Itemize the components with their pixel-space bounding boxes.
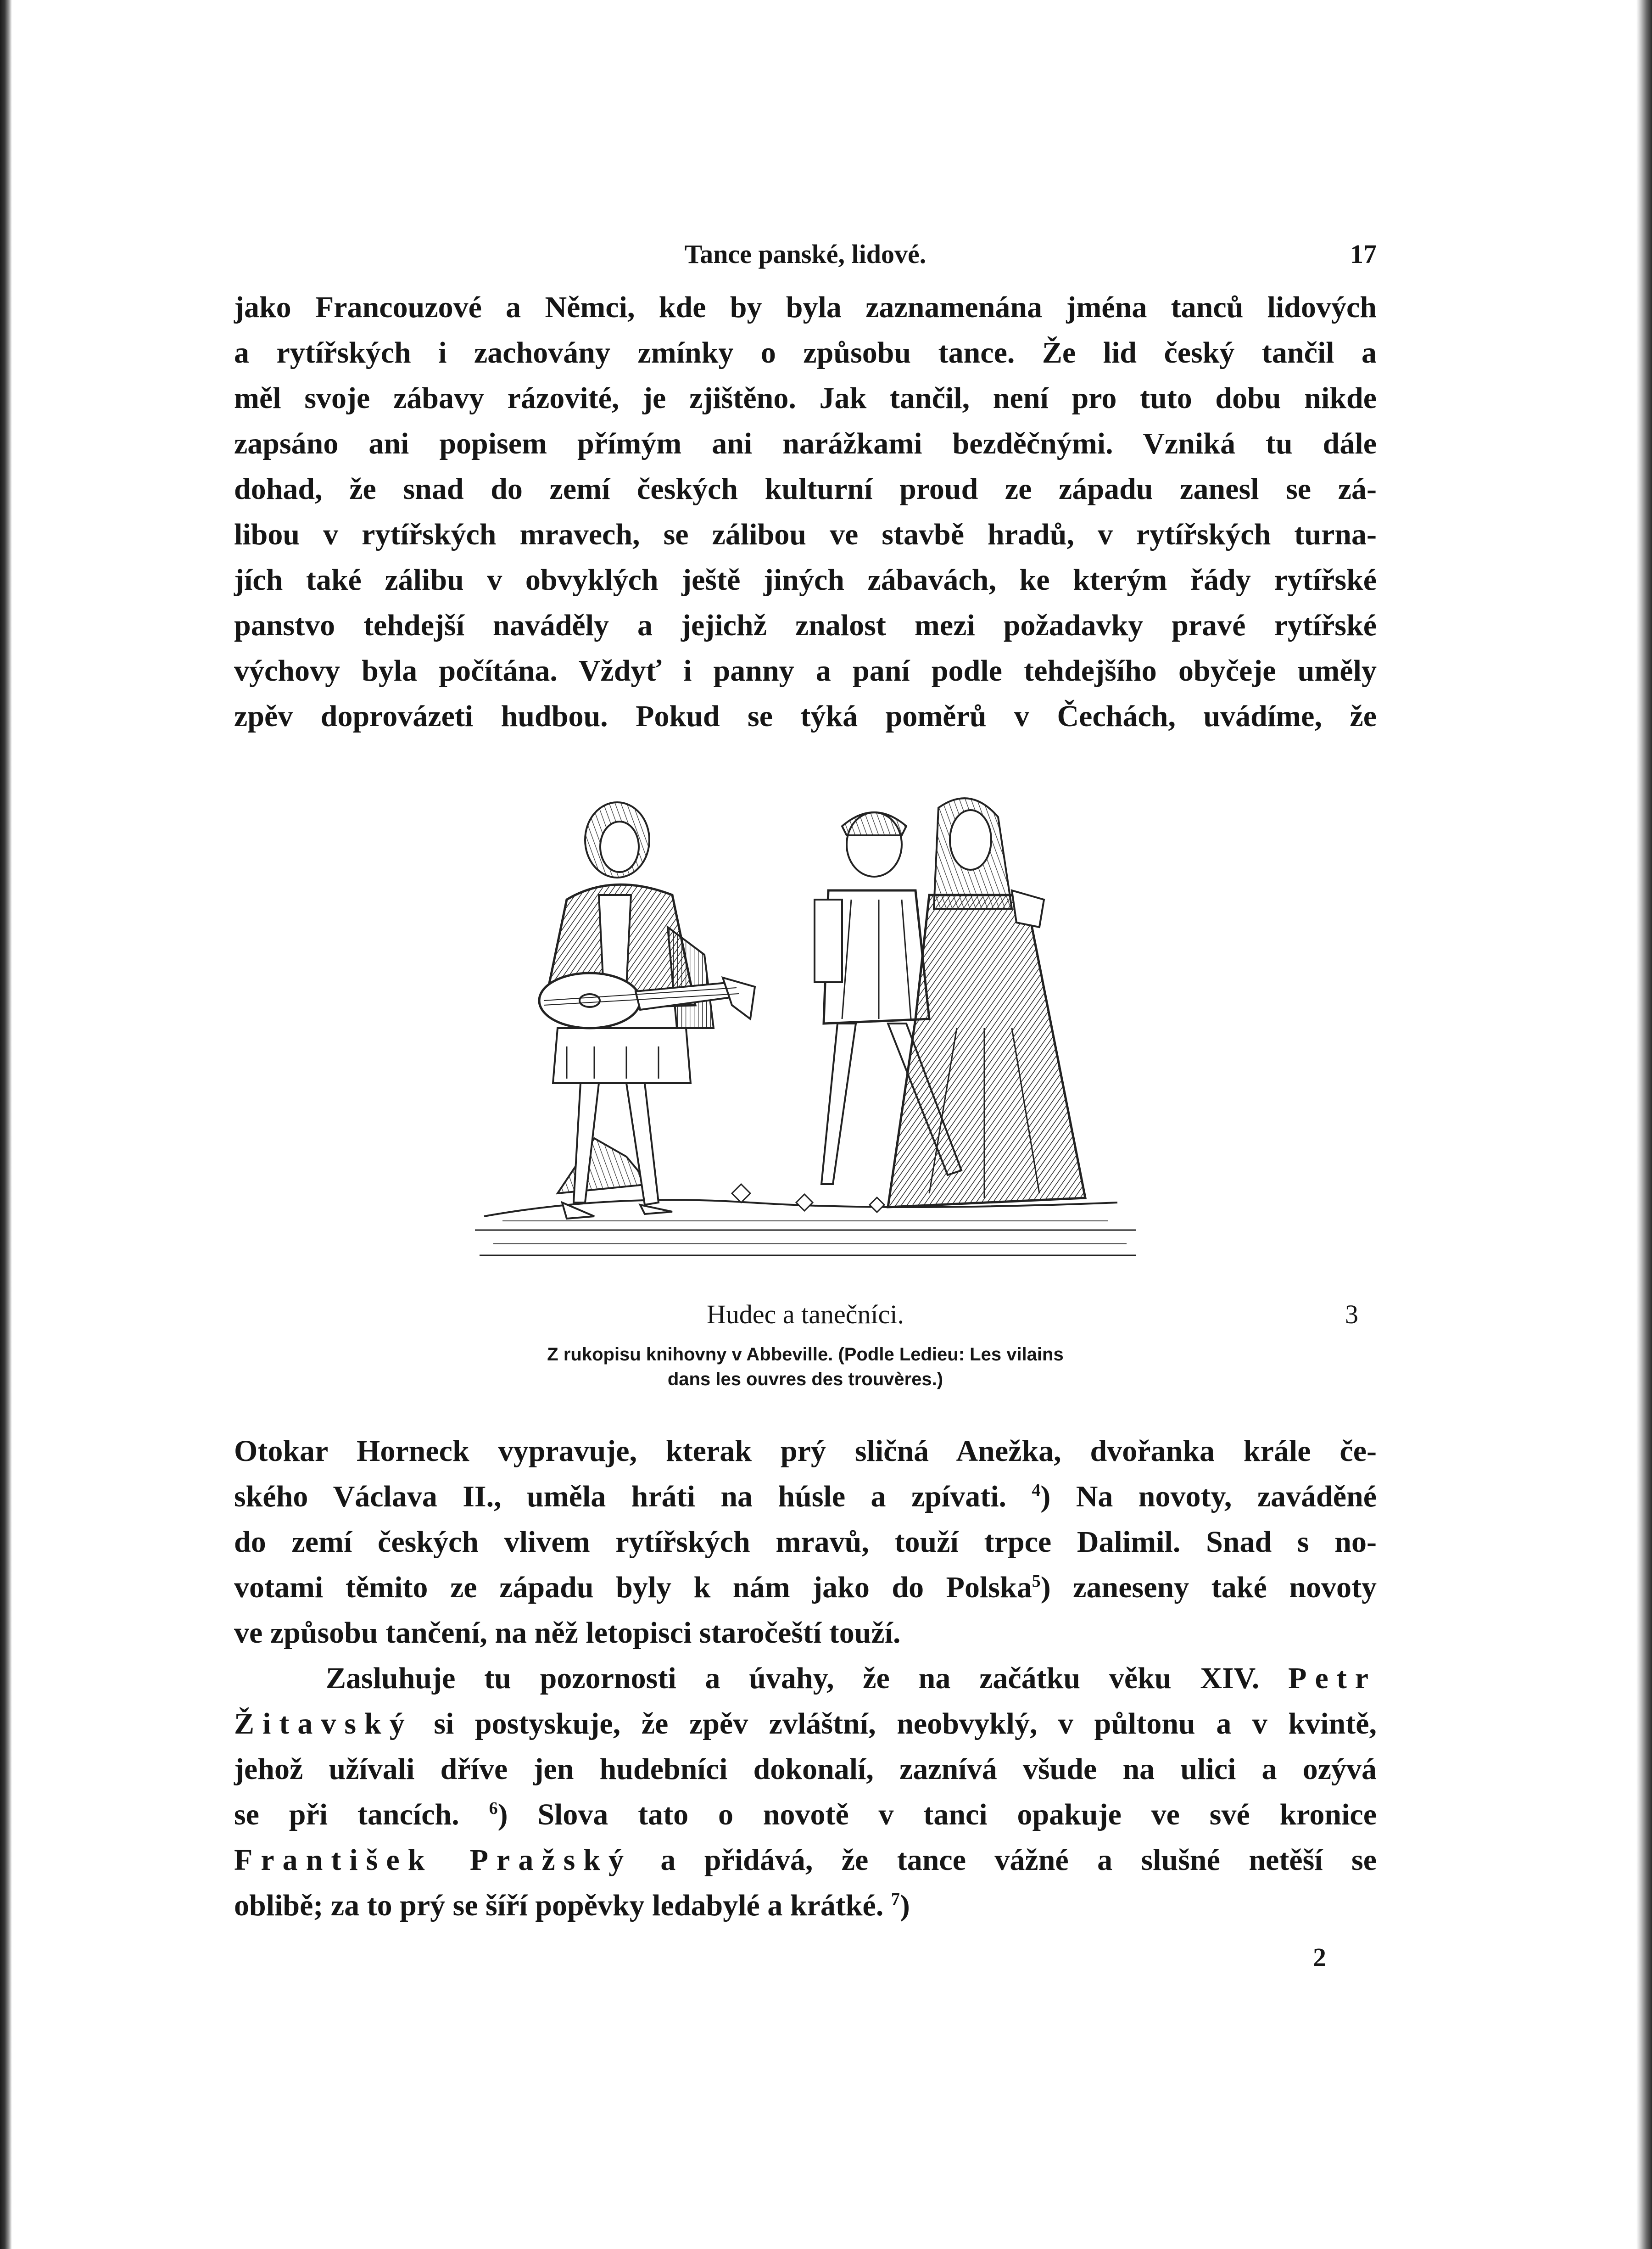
- figure-number: 3: [1345, 1299, 1358, 1329]
- running-head: [234, 239, 1377, 285]
- text-line: libou v rytířských mravech, se zálibou ve stavbě hradů, v rytířských turna-: [234, 518, 1377, 551]
- text-segment: ) zaneseny také novoty: [1040, 1571, 1377, 1604]
- running-title: Tance panské, lidové.: [684, 239, 926, 269]
- text-line: [234, 1565, 1377, 1610]
- text-line: ve způsobu tančení, na něž letopisci staročeští touží.: [234, 1616, 901, 1650]
- figure-source-line: Z rukopisu knihovny v Abbeville. (Podle Ledieu: Les vilains: [547, 1344, 1064, 1365]
- text-segment: ) Na novoty, zaváděné: [1040, 1480, 1377, 1513]
- text-line: [234, 1837, 1377, 1883]
- figure-caption: [234, 1299, 1377, 1340]
- footnote-ref: 7: [891, 1890, 900, 1909]
- text-line: [234, 1656, 1377, 1701]
- text-line: výchovy byla počítána. Vždyť i panny a paní podle tehdejšího obyčeje uměly: [234, 654, 1377, 688]
- book-page: [234, 239, 1377, 1988]
- text-line: dohad, že snad do zemí českých kulturní proud ze západu zanesl se zá-: [234, 472, 1377, 506]
- footnote-ref: 6: [489, 1799, 498, 1818]
- paragraph-3: [234, 1656, 1377, 1928]
- text-line: zapsáno ani popisem přímým ani narážkami bezděčnými. Vzniká tu dále: [234, 427, 1377, 460]
- text-line: jích také zálibu v obvyklých ještě jiných zábavách, ke kterým řády rytířské: [234, 563, 1377, 597]
- text-segment: si postyskuje, že zpěv zvláštní, neobvyklý, v půltonu a v kvintě,: [434, 1707, 1377, 1740]
- text-segment: ského Václava II., uměla hráti na húsle a zpívati.: [234, 1480, 1007, 1513]
- woodcut-illustration: [475, 789, 1136, 1276]
- text-line: [234, 1883, 1377, 1928]
- text-line: do zemí českých vlivem rytířských mravů, touží trpce Dalimil. Snad s no-: [234, 1525, 1377, 1559]
- figure-source: [234, 1342, 1377, 1392]
- text-line: panstvo tehdejší naváděly a jejichž znalost mezi požadavky pravé rytířské: [234, 609, 1377, 642]
- text-segment: votami těmito ze západu byly k nám jako do Polska: [234, 1571, 1032, 1604]
- text-line: Otokar Horneck vypravuje, kterak prý sličná Anežka, dvořanka krále če-: [234, 1434, 1377, 1468]
- text-segment: ) Slova tato o novotě v tanci opakuje ve své kronice: [497, 1798, 1377, 1831]
- person-name: Žitavský: [234, 1707, 413, 1740]
- text-line: měl svoje zábavy rázovité, je zjištěno. Jak tančil, není pro tuto dobu nikde: [234, 381, 1377, 415]
- text-segment: Zasluhuje tu pozornosti a úvahy, že na začátku věku XIV.: [326, 1662, 1260, 1695]
- text-line: [234, 1474, 1377, 1519]
- text-segment: se při tancích.: [234, 1798, 459, 1831]
- text-line: a rytířských i zachovány zmínky o způsobu tance. Že lid český tančil a: [234, 336, 1377, 369]
- figure-title: Hudec a tanečníci.: [707, 1299, 904, 1329]
- text-line: zpěv doprovázeti hudbou. Pokud se týká poměrů v Čechách, uvádíme, že: [234, 699, 1377, 733]
- page-number: 17: [1350, 239, 1377, 269]
- paragraph-2: [234, 1428, 1377, 1656]
- person-name: František Pražský: [234, 1843, 632, 1877]
- footnote-ref: 4: [1032, 1481, 1041, 1500]
- figure-source-line: dans les ouvres des trouvères.): [667, 1369, 943, 1389]
- text-line: [234, 1792, 1377, 1837]
- female-dancer-figure: [888, 798, 1085, 1207]
- text-line: jehož užívali dříve jen hudebníci dokonalí, zaznívá všude na ulici a ozývá: [234, 1752, 1377, 1786]
- text-line: [234, 1701, 1377, 1746]
- text-line: jako Francouzové a Němci, kde by byla zaznamenána jména tanců lidových: [234, 291, 1377, 324]
- text-segment: ): [899, 1889, 910, 1922]
- footnote-ref: 5: [1032, 1572, 1041, 1591]
- flowers: [732, 1184, 884, 1212]
- text-segment: a přidává, že tance vážné a slušné netěší se: [660, 1843, 1377, 1877]
- signature-row: [234, 1942, 1377, 1988]
- person-name: Petr: [1288, 1662, 1377, 1695]
- scan-edge-right: [1636, 0, 1652, 2249]
- signature-mark: 2: [1313, 1942, 1326, 1972]
- scan-edge-left: [0, 0, 12, 2249]
- text-segment: oblibě; za to prý se šíří popěvky ledabylé a krátké.: [234, 1889, 884, 1922]
- paragraph-1: [234, 285, 1377, 739]
- illustration-musician-and-dancers: [475, 789, 1136, 1276]
